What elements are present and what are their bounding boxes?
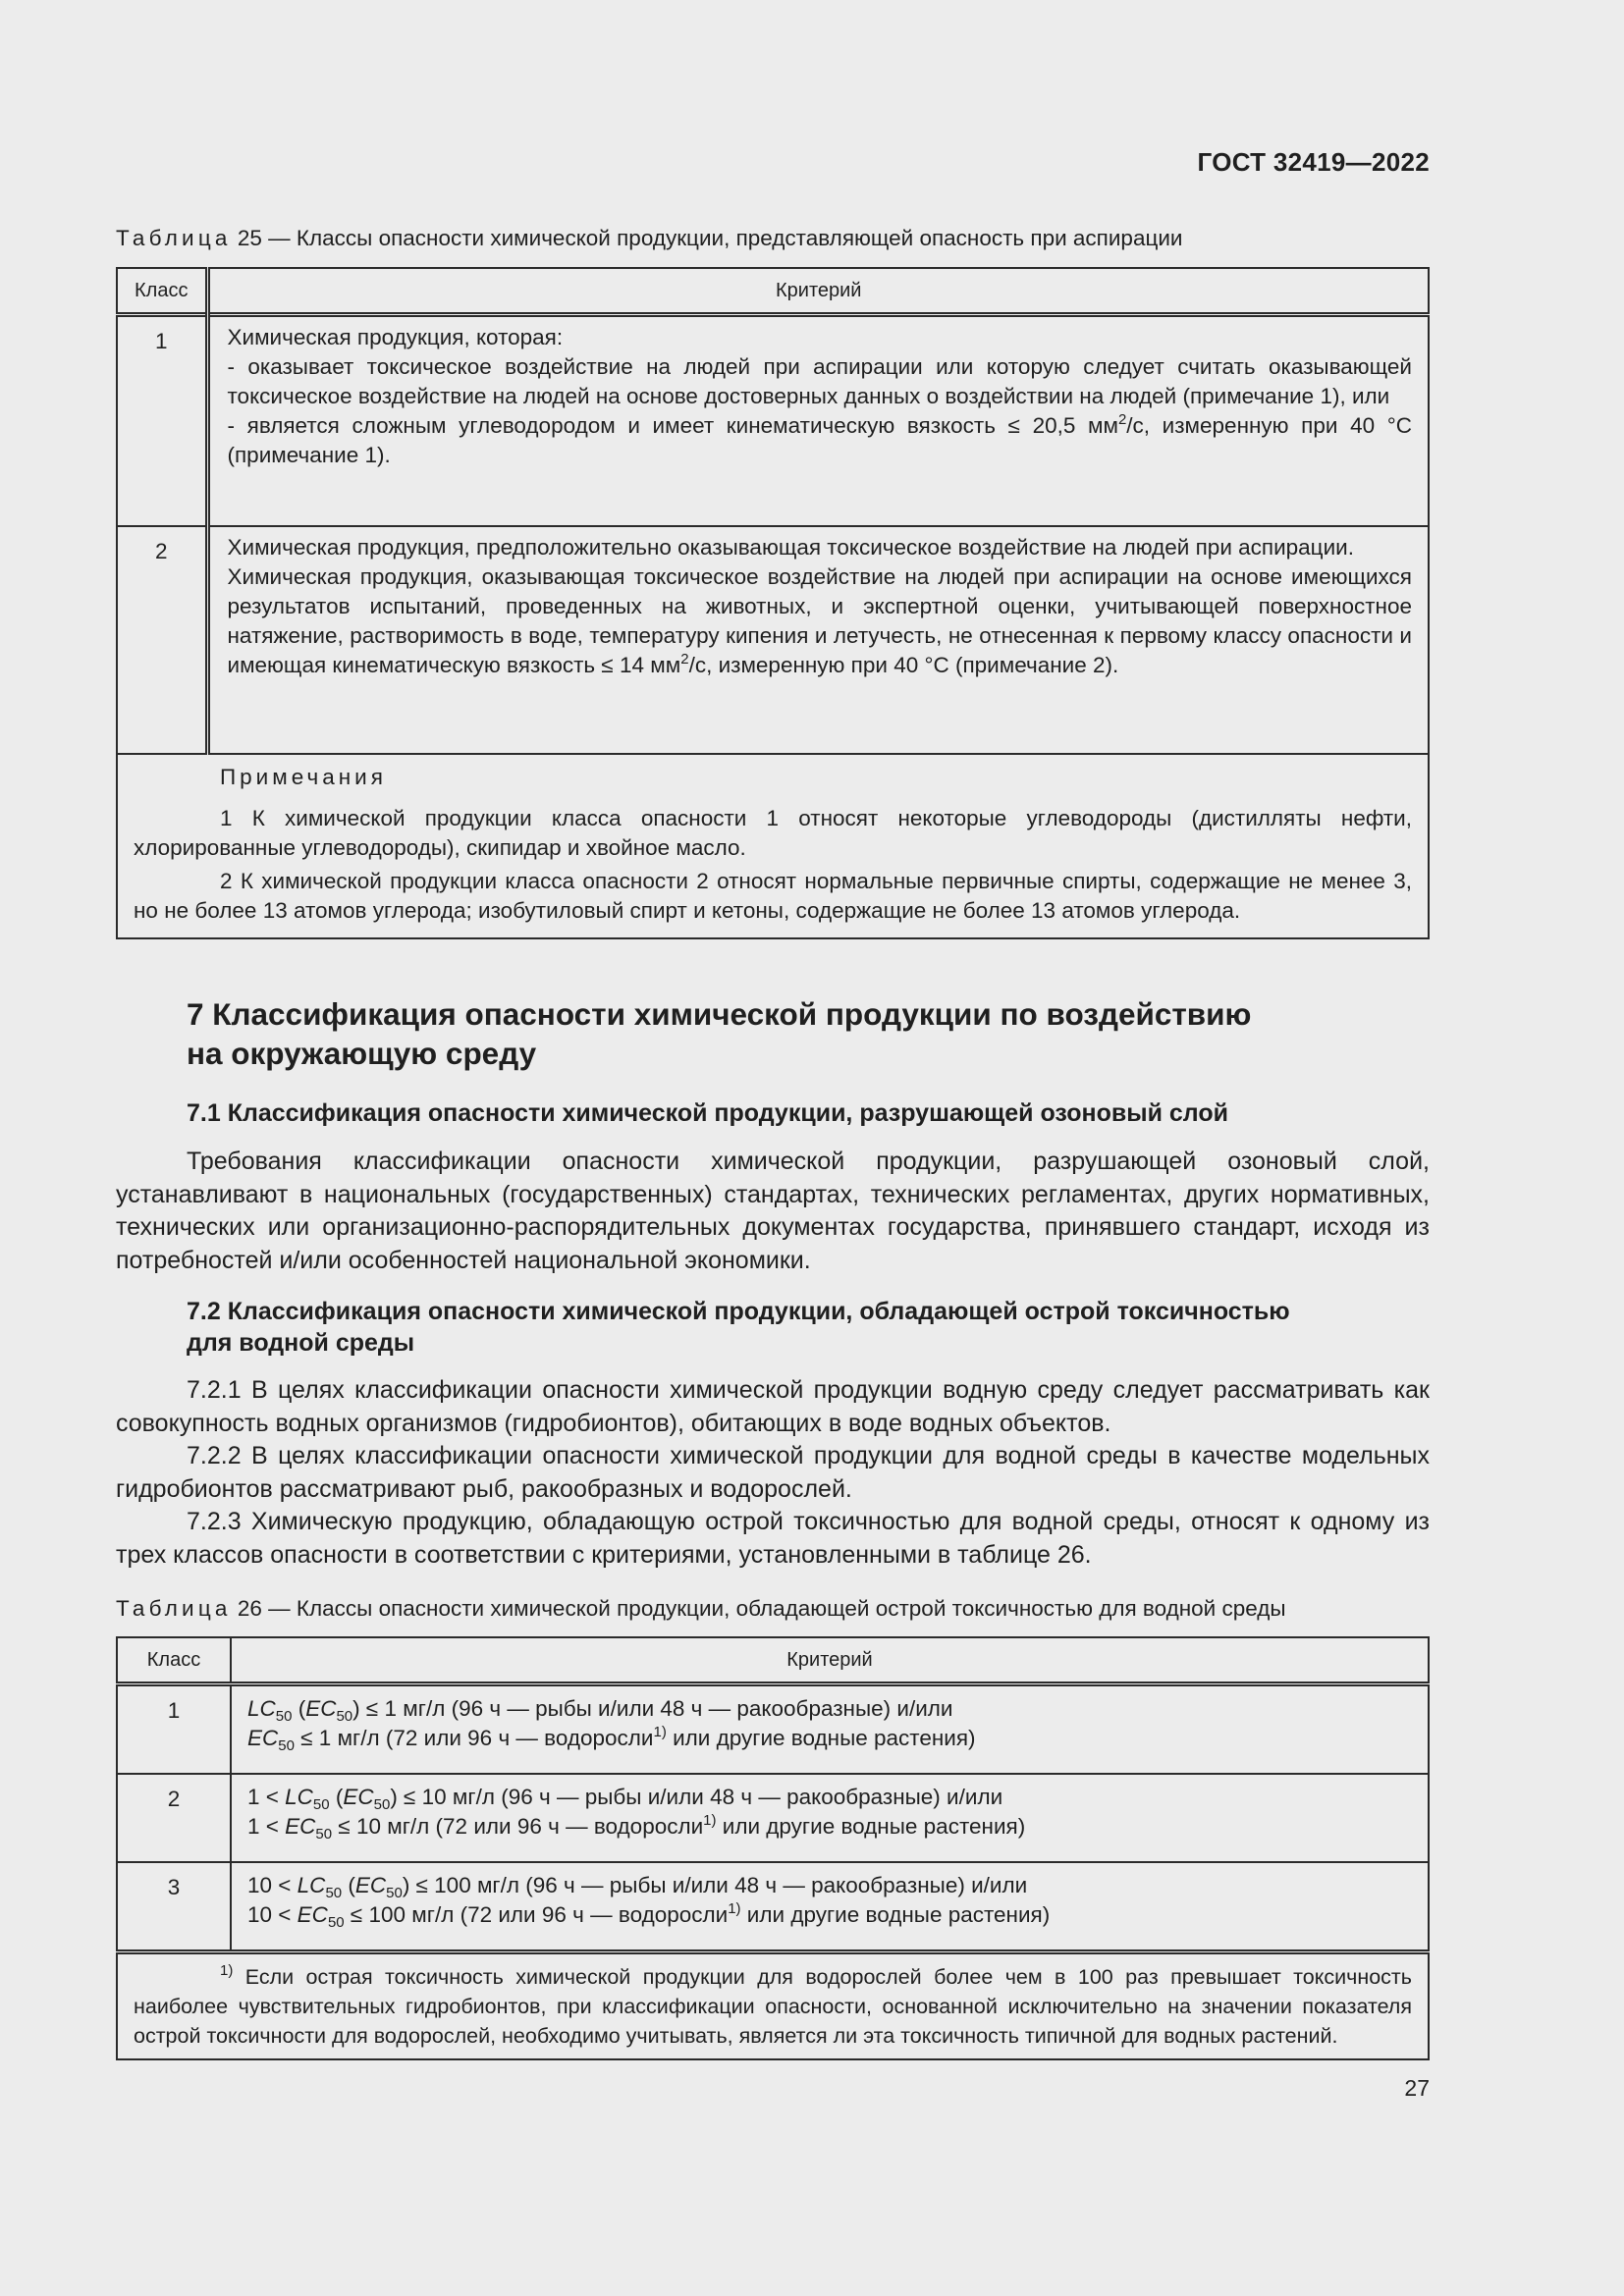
criterion-line: Химическая продукция, предположительно оказывающая токсическое воздействие на людей при аспирации.	[227, 535, 1354, 560]
criterion-line: Химическая продукция, которая:	[227, 325, 564, 349]
footnote-mark: 1)	[220, 1962, 234, 1979]
table-row	[117, 1774, 1429, 1862]
paragraph-7-2-2: 7.2.2 В целях классификации опасности химической продукции для водной среды в качестве модельных гидробионтов рассматривают рыб, ракообразных и водорослей.	[116, 1442, 1430, 1503]
criterion-text: /с, измеренную при 40 °С (примечание 1).	[227, 413, 1412, 467]
class-cell: 3	[117, 1862, 231, 1952]
class-cell: 1	[117, 1684, 231, 1775]
criterion-line: $EC_{50} \le 1$ мг/л (72 или 96 ч — водоросли$^{1)}$ или другие водные растения)	[247, 1724, 976, 1754]
criterion-cell	[231, 1684, 1429, 1775]
table-row-footnote	[117, 1952, 1429, 2060]
notes-cell	[117, 754, 1429, 938]
criterion-cell	[207, 315, 1429, 527]
document-id: ГОСТ 32419—2022	[1197, 147, 1430, 177]
criterion-line: $10 < EC_{50} \le 100$ мг/л (72 или 96 ч — водоросли$^{1)}$ или другие водные растения)	[247, 1900, 1051, 1931]
page-number: 27	[1404, 2075, 1430, 2101]
footnote-cell	[117, 1952, 1429, 2060]
criterion-line: $LC_{50}$ $(EC_{50}) \le 1$ мг/л (96 ч — рыбы и/или 48 ч — ракообразные) и/или	[247, 1696, 953, 1725]
table-26-caption	[116, 1596, 1430, 1622]
table-row	[117, 315, 1429, 527]
table-26-caption-text: 26 — Классы опасности химической продукции, обладающей острой токсичностью для водной среды	[231, 1596, 1286, 1621]
section-title-line: на окружающую среду	[187, 1036, 537, 1071]
subsection-7-2-title	[187, 1296, 1430, 1359]
criterion-line	[228, 411, 1413, 470]
criterion-text: - является сложным углеводородом и имеет кинематическую вязкость ≤ 20,5 мм	[227, 413, 1118, 438]
table-25-caption	[116, 226, 1430, 251]
table-25-caption-prefix: Таблица	[116, 226, 232, 250]
criterion-line: $10 < LC_{50}$ $(EC_{50}) \le 100$ мг/л (96 ч — рыбы и/или 48 ч — ракообразные) и/или	[247, 1873, 1028, 1901]
criterion-cell	[207, 526, 1429, 754]
paragraph-7-2-3: 7.2.3 Химическую продукцию, обладающую острой токсичностью для водной среды, относят к одному из трех классов опасности в соответствии с критериями, установленными в таблице 26.	[116, 1508, 1430, 1569]
criterion-line: - оказывает токсическое воздействие на людей при аспирации или которую следует считать оказывающей токсическое воздействие на людей на основе достоверных данных о воздействии на людей (примечание 1), или	[227, 354, 1412, 408]
superscript: 2	[1117, 411, 1127, 428]
class-cell: 2	[117, 526, 207, 754]
subsection-7-1-title: 7.1 Классификация опасности химической продукции, разрушающей озоновый слой	[187, 1099, 1228, 1127]
criterion-cell	[231, 1774, 1429, 1862]
class-cell: 2	[117, 1774, 231, 1862]
paragraph-7-1: Требования классификации опасности химической продукции, разрушающей озоновый слой, устанавливают в национальных (государственных) стандартах, технических регламентах, других нормативных, технических или организационно-распорядительных документах государства, принявшего стандарт, исходя из потребностей и/или особенностей национальной экономики.	[116, 1148, 1430, 1274]
table-row-notes	[117, 754, 1429, 938]
footnote-text: Если острая токсичность химической продукции для водорослей более чем в 100 раз превышает токсичность наиболее чувствительных гидробионтов, при классификации опасности, основанной исключительно на значении показателя острой токсичности для водорослей, необходимо учитывать, является ли эта токсичность типичной для водных растений.	[134, 1965, 1412, 2048]
note-item: 2 К химической продукции класса опасности 2 относят нормальные первичные спирты, содержащие не менее 3, но не более 13 атомов углерода; изобутиловый спирт и кетоны, содержащие не более 13 атомов углерода.	[134, 869, 1412, 923]
table-25	[116, 267, 1430, 939]
table-26	[116, 1636, 1430, 2060]
criterion-text: Химическая продукция, оказывающая токсическое воздействие на людей при аспирации на основе имеющихся результатов испытаний, проведенных на животных, и экспертной оценки, учитывающей поверхностное натяжение, растворимость в воде, температуру кипения и летучесть, не отнесенная к первому классу опасности и имеющая кинематическую вязкость ≤ 14 мм	[227, 564, 1412, 677]
table-25-caption-text: 25 — Классы опасности химической продукции, представляющей опасность при аспирации	[231, 226, 1183, 250]
table-row	[117, 1684, 1429, 1775]
section-7-title	[187, 994, 1345, 1073]
table-row	[117, 1862, 1429, 1952]
note-item: 1 К химической продукции класса опасности 1 относят некоторые углеводороды (дистилляты нефти, хлорированные углеводороды), скипидар и хвойное масло.	[134, 806, 1412, 860]
table-25-header-class: Класс	[117, 268, 207, 315]
notes-title: Примечания	[220, 765, 387, 789]
section-title-line: 7 Классификация опасности химической продукции по воздействию	[187, 996, 1252, 1032]
paragraph-7-2-1: 7.2.1 В целях классификации опасности химической продукции водную среду следует рассматривать как совокупность водных организмов (гидробионтов), обитающих в воде водных объектов.	[116, 1376, 1430, 1437]
table-26-caption-prefix: Таблица	[116, 1596, 232, 1621]
subsection-title-line: для водной среды	[187, 1329, 415, 1357]
table-26-header-criterion: Критерий	[231, 1637, 1429, 1684]
table-25-header-criterion: Критерий	[207, 268, 1429, 315]
table-26-header-class: Класс	[117, 1637, 231, 1684]
table-row	[117, 526, 1429, 754]
criterion-cell	[231, 1862, 1429, 1952]
criterion-text: /с, измеренную при 40 °С (примечание 2).	[688, 653, 1119, 677]
criterion-line	[228, 562, 1413, 680]
class-cell: 1	[117, 315, 207, 527]
footnote	[134, 1962, 1412, 2051]
superscript: 2	[680, 651, 689, 667]
subsection-title-line: 7.2 Классификация опасности химической продукции, обладающей острой токсичностью	[187, 1298, 1290, 1325]
criterion-line: $1 < LC_{50}$ $(EC_{50}) \le 10$ мг/л (96 ч — рыбы и/или 48 ч — ракообразные) и/или	[247, 1785, 1003, 1813]
criterion-line: $1 < EC_{50} \le 10$ мг/л (72 или 96 ч — водоросли$^{1)}$ или другие водные растения)	[247, 1812, 1026, 1842]
